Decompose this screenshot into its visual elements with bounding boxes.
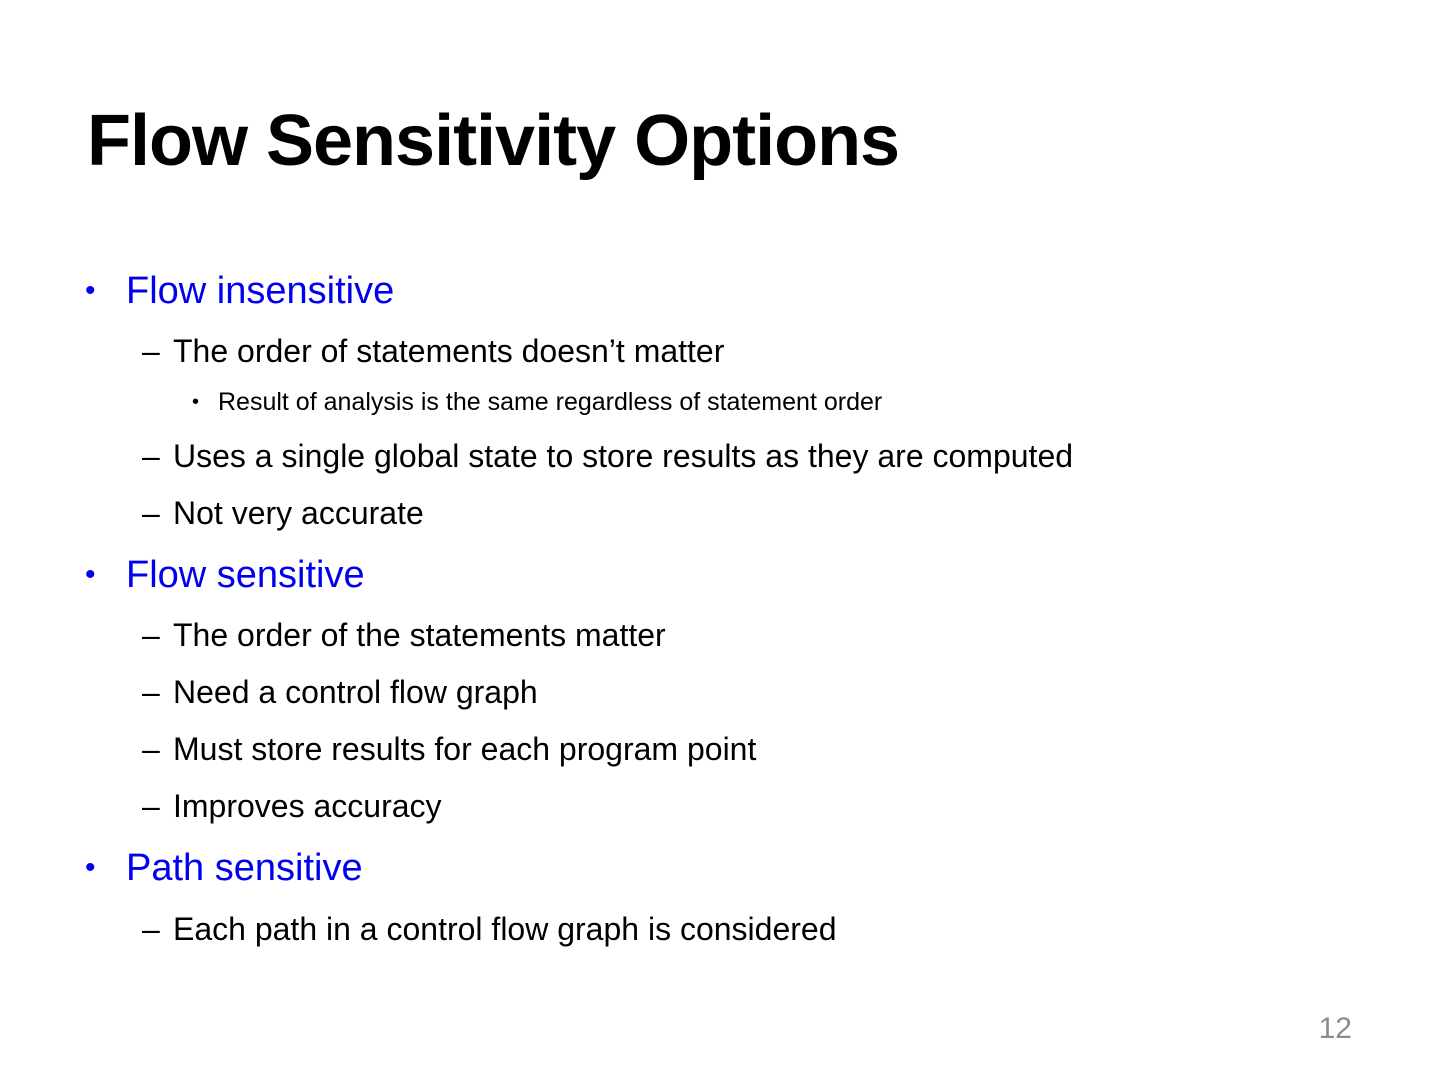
sub-bullet <box>142 786 442 826</box>
sub-bullet <box>142 493 424 533</box>
page-number: 12 <box>1318 1012 1352 1045</box>
bullet-dot-icon: • <box>192 391 200 413</box>
bullet-flow-insensitive <box>85 268 394 314</box>
dash-icon: – <box>142 617 160 653</box>
sub-bullet-text: Improves accuracy <box>173 788 442 824</box>
sub-bullet-text: The order of the statements matter <box>173 617 666 653</box>
bullet-dot-icon: • <box>85 274 96 307</box>
dash-icon: – <box>142 333 160 369</box>
dash-icon: – <box>142 788 160 824</box>
sub-bullet-text: Uses a single global state to store results as they are computed <box>173 438 1074 474</box>
sub-bullet <box>142 331 724 371</box>
dash-icon: – <box>142 495 160 531</box>
sub-bullet-text: Not very accurate <box>173 495 424 531</box>
bullet-text: Flow insensitive <box>126 270 395 312</box>
sub-bullet-text: Each path in a control flow graph is considered <box>173 911 837 947</box>
bullet-text: Path sensitive <box>126 847 363 889</box>
bullet-dot-icon: • <box>85 851 96 884</box>
sub-bullet-text: Need a control flow graph <box>173 674 538 710</box>
bullet-dot-icon: • <box>85 558 96 591</box>
dash-icon: – <box>142 674 160 710</box>
bullet-path-sensitive <box>85 845 363 891</box>
bullet-flow-sensitive <box>85 552 365 598</box>
dash-icon: – <box>142 438 160 474</box>
sub-bullet <box>142 672 538 712</box>
sub-bullet <box>142 615 666 655</box>
sub-sub-bullet-text: Result of analysis is the same regardless of statement order <box>218 388 883 416</box>
sub-bullet <box>142 436 1073 476</box>
dash-icon: – <box>142 731 160 767</box>
sub-bullet <box>142 729 756 769</box>
bullet-text: Flow sensitive <box>126 554 365 596</box>
sub-sub-bullet <box>192 386 882 418</box>
dash-icon: – <box>142 911 160 947</box>
sub-bullet <box>142 909 837 949</box>
sub-bullet-text: Must store results for each program point <box>173 731 757 767</box>
sub-bullet-text: The order of statements doesn’t matter <box>173 333 725 369</box>
slide-title: Flow Sensitivity Options <box>87 101 900 181</box>
